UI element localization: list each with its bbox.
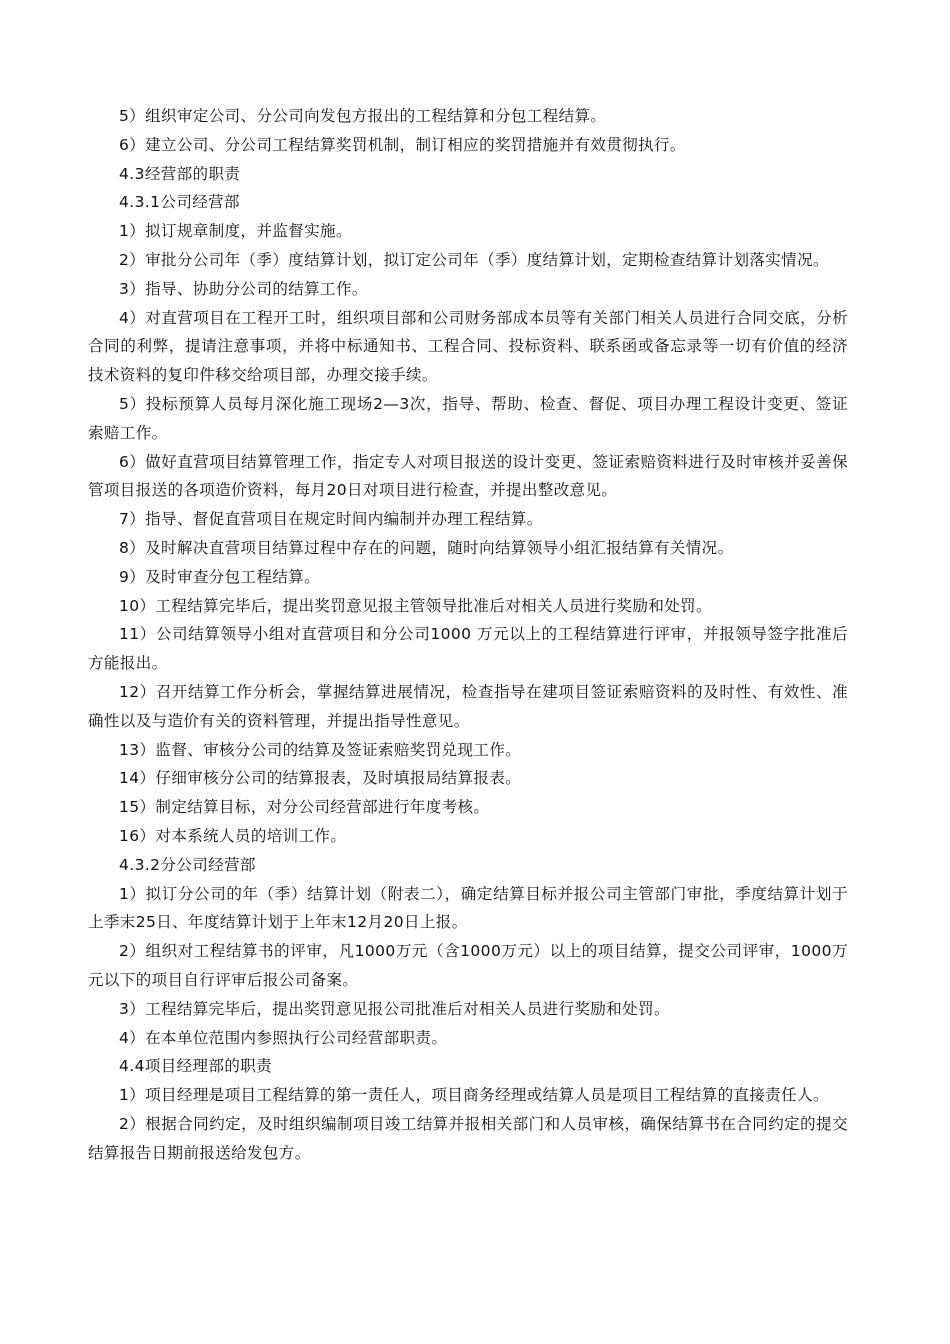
paragraph: 5）组织审定公司、分公司向发包方报出的工程结算和分包工程结算。 <box>119 107 607 125</box>
paragraph: 10）工程结算完毕后，提出奖罚意见报主管领导批准后对相关人员进行奖励和处罚。 <box>119 596 712 615</box>
paragraph: 6）做好直营项目结算管理工作，指定专人对项目报送的设计变更、签证索赔资料进行及时审核并妥善保管项目报送的各项造价资料，每月20日对项目进行检查，并提出整改意见。 <box>88 452 848 500</box>
paragraph: 3）工程结算完毕后，提出奖罚意见报公司批准后对相关人员进行奖励和处罚。 <box>119 999 670 1018</box>
paragraph: 12）召开结算工作分析会，掌握结算进展情况，检查指导在建项目签证索赔资料的及时性、有效性、准确性以及与造价有关的资料管理，并提出指导性意见。 <box>88 682 848 730</box>
paragraph: 2）根据合同约定，及时组织编制项目竣工结算并报相关部门和人员审核，确保结算书在合同约定的提交结算报告日期前报送给发包方。 <box>88 1114 848 1162</box>
paragraph: 11）公司结算领导小组对直营项目和分公司1000 万元以上的工程结算进行评审，并报领导签字批准后方能报出。 <box>88 625 848 673</box>
paragraph: 2）组织对工程结算书的评审，凡1000万元（含1000万元）以上的项目结算，提交公司评审，1000万元以下的项目自行评审后报公司备案。 <box>88 942 848 989</box>
paragraph: 15）制定结算目标，对分公司经营部进行年度考核。 <box>119 798 490 817</box>
paragraph: 1）项目经理是项目工程结算的第一责任人，项目商务经理或结算人员是项目工程结算的直接责任人。 <box>119 1086 829 1105</box>
paragraph: 4）在本单位范围内参照执行公司经营部职责。 <box>119 1028 448 1047</box>
paragraph: 8）及时解决直营项目结算过程中存在的问题，随时向结算领导小组汇报结算有关情况。 <box>119 538 734 557</box>
paragraph: 1）拟订分公司的年（季）结算计划（附表二），确定结算目标并报公司主管部门审批，季度结算计划于上季末25日、年度结算计划于上年末12月20日上报。 <box>88 884 848 932</box>
paragraph: 4）对直营项目在工程开工时，组织项目部和公司财务部成本员等有关部门相关人员进行合同交底，分析合同的利弊，提请注意事项，并将中标通知书、工程合同、投标资料、联系函或备忘录等一切有价值的经济技术资料的复印件移交给项目部，办理交接手续。 <box>88 308 848 385</box>
paragraph: 3）指导、协助分公司的结算工作。 <box>119 279 368 298</box>
document-body <box>88 102 848 1167</box>
section-heading: 4.4项目经理部的职责 <box>119 1057 273 1076</box>
paragraph: 16）对本系统人员的培训工作。 <box>119 826 347 845</box>
paragraph: 14）仔细审核分公司的结算报表，及时填报局结算报表。 <box>119 769 522 788</box>
subsection-heading: 4.3.2分公司经营部 <box>119 855 256 874</box>
section-heading: 4.3经营部的职责 <box>119 164 241 183</box>
paragraph: 13）监督、审核分公司的结算及签证索赔奖罚兑现工作。 <box>119 740 522 759</box>
paragraph: 2）审批分公司年（季）度结算计划，拟订定公司年（季）度结算计划，定期检查结算计划落实情况。 <box>119 250 829 269</box>
paragraph: 9）及时审查分包工程结算。 <box>119 567 321 586</box>
paragraph: 5）投标预算人员每月深化施工现场2—3次，指导、帮助、检查、督促、项目办理工程设计变更、签证索赔工作。 <box>88 394 848 442</box>
paragraph: 1）拟订规章制度，并监督实施。 <box>119 222 352 241</box>
subsection-heading: 4.3.1公司经营部 <box>119 193 240 212</box>
paragraph: 6）建立公司、分公司工程结算奖罚机制，制订相应的奖罚措施并有效贯彻执行。 <box>119 135 686 154</box>
paragraph: 7）指导、督促直营项目在规定时间内编制并办理工程结算。 <box>119 510 543 529</box>
